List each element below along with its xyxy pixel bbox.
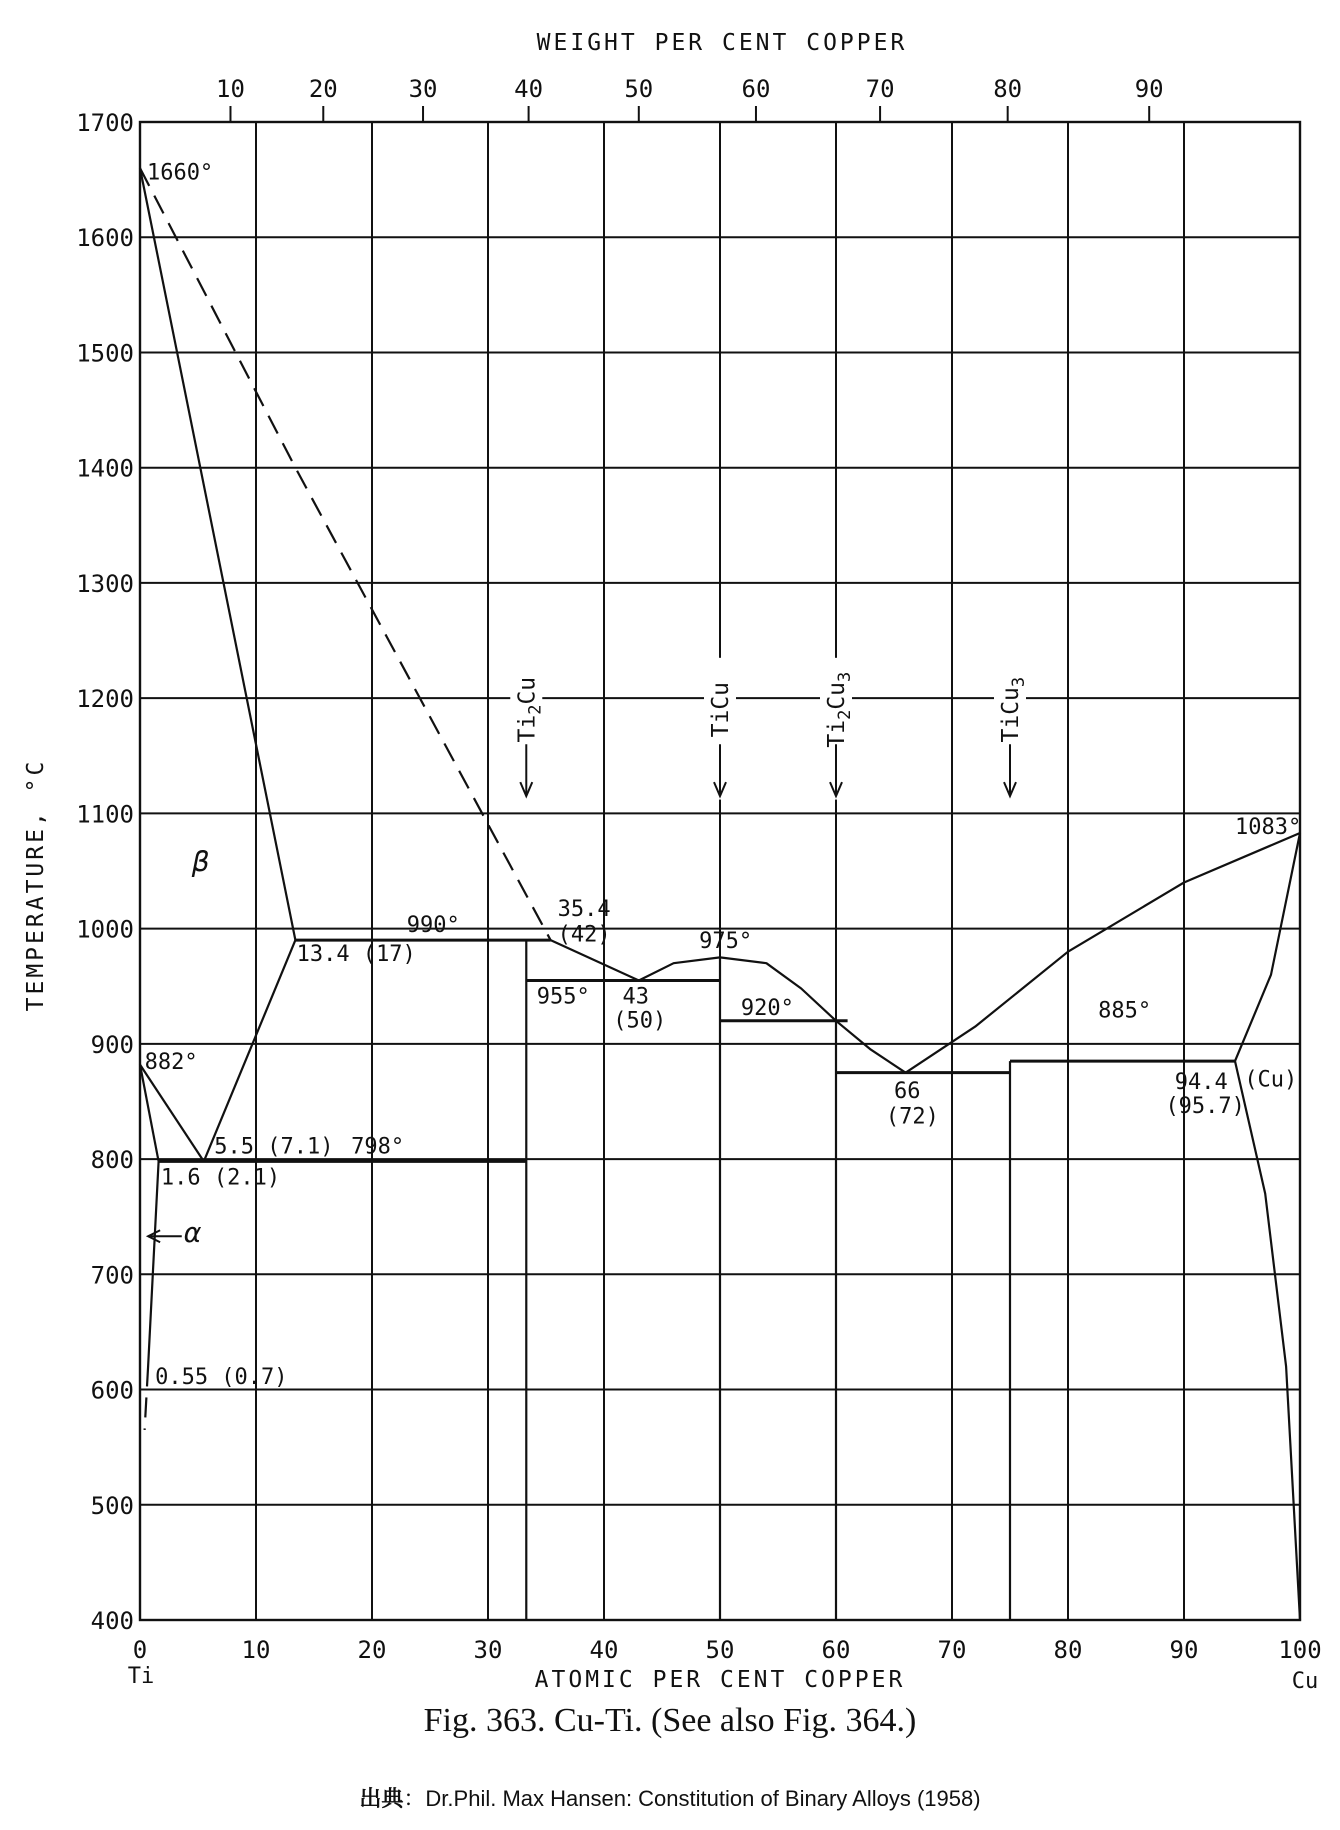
annotation: 1083°: [1235, 815, 1302, 841]
x-tick-label: 50: [705, 1636, 735, 1664]
y-tick-label: 1000: [76, 915, 134, 944]
annotation: α: [184, 1216, 201, 1250]
y-tick-label: 1400: [76, 454, 134, 483]
annotation: (95.7): [1165, 1093, 1245, 1119]
annotation: 990°: [406, 913, 460, 939]
dashed-phase-boundary: [145, 1367, 149, 1430]
annotation: 1660°: [146, 160, 214, 186]
x2-tick-label: 50: [624, 75, 654, 103]
phase-label: [708, 682, 734, 737]
annotation: 43: [622, 984, 650, 1010]
x2-tick-label: 40: [514, 75, 544, 103]
x-tick-label: 20: [357, 1636, 387, 1664]
y-tick-label: 700: [90, 1261, 134, 1290]
x-tick-label: 100: [1278, 1636, 1322, 1664]
x2-tick-label: 10: [216, 75, 245, 103]
phase-label-text: TiCu: [708, 681, 734, 738]
annotation: 1.6 (2.1): [160, 1165, 281, 1191]
y-tick-label: 900: [90, 1030, 134, 1059]
annotation: (Cu): [1244, 1067, 1298, 1093]
x2-tick-label: 20: [308, 75, 338, 103]
phase-boundary: [140, 168, 295, 940]
x-tick-label: 30: [473, 1636, 503, 1664]
dashed-phase-boundary: [140, 168, 551, 940]
source-text: ：Dr.Phil. Max Hansen: Constitution of Binary Alloys (1958): [403, 1786, 981, 1811]
y-tick-label: 1600: [76, 224, 134, 253]
phase-label-text: Cu: [824, 681, 850, 710]
annotation: (72): [885, 1104, 939, 1130]
x2-tick-label: 30: [408, 75, 438, 103]
phase-marker: [510, 658, 545, 800]
y-tick-label: 600: [90, 1376, 134, 1405]
phase-label-subscript: 2: [835, 709, 855, 720]
x-tick-label: 70: [937, 1636, 967, 1664]
phase-boundary: [1235, 1061, 1300, 1620]
phase-label-text: Ti: [824, 719, 850, 748]
y-axis-label: TEMPERATURE, °C: [23, 758, 49, 1012]
x-axis-label: ATOMIC PER CENT COPPER: [534, 1667, 906, 1693]
x-tick-label: 10: [241, 1636, 271, 1664]
source-prefix: 出典: [359, 1786, 404, 1811]
phase-boundary: [148, 1161, 159, 1366]
annotation: 35.4: [557, 896, 611, 922]
y-tick-label: 1200: [76, 685, 134, 714]
x-axis-left-end-label: Ti: [127, 1664, 155, 1689]
x-tick-label: 80: [1053, 1636, 1083, 1664]
phase-boundary: [1235, 833, 1300, 1061]
ticks: [76, 75, 1321, 1664]
annotation: 955°: [536, 984, 590, 1010]
phase-label-subscript: 2: [525, 704, 546, 715]
annotation: 5.5 (7.1): [214, 1134, 334, 1160]
annotation: 920°: [740, 996, 794, 1022]
y-tick-label: 1500: [76, 339, 134, 368]
annotation: (50): [613, 1008, 667, 1034]
x2-tick-label: 70: [865, 75, 895, 103]
x2-tick-label: 60: [741, 75, 771, 103]
phase-boundary: [906, 833, 1300, 1073]
phase-marker: [994, 658, 1029, 800]
phase-label-subscript: 3: [835, 671, 855, 682]
source-credit: [0, 1782, 1340, 1813]
annotation: 66: [894, 1079, 921, 1105]
phase-boundary: [204, 940, 296, 1161]
y-tick-label: 1300: [76, 569, 134, 598]
x-tick-label: 90: [1169, 1636, 1199, 1664]
x-tick-label: 0: [132, 1636, 148, 1664]
x2-axis-label: WEIGHT PER CENT COPPER: [536, 30, 908, 56]
phase-marker: [820, 658, 855, 800]
phase-label-text: Ti: [514, 714, 541, 743]
y-tick-label: 400: [90, 1607, 134, 1635]
annotation: 975°: [699, 929, 753, 955]
phase-label-text: TiCu: [998, 687, 1024, 743]
x-tick-label: 60: [821, 1636, 851, 1664]
annotation: (42): [557, 922, 611, 948]
x2-tick-label: 80: [993, 75, 1023, 103]
y-tick-label: 1700: [76, 109, 134, 137]
phase-label-subscript: 3: [1009, 676, 1029, 688]
x-axis-right-end-label: Cu: [1291, 1669, 1319, 1694]
annotation: 13.4 (17): [296, 941, 416, 967]
y-tick-label: 500: [90, 1491, 134, 1520]
y-tick-label: 800: [90, 1146, 134, 1175]
annotation: 798°: [351, 1134, 405, 1160]
figure-caption: Fig. 363. Cu-Ti. (See also Fig. 364.): [423, 1702, 917, 1739]
annotation: 885°: [1098, 998, 1152, 1024]
phase-label-text: Cu: [514, 676, 541, 705]
annotation: β: [192, 845, 210, 878]
phase-marker: [704, 658, 736, 800]
annotation: 94.4: [1174, 1069, 1228, 1095]
annotation: 0.55 (0.7): [155, 1364, 288, 1390]
x2-tick-label: 90: [1134, 75, 1164, 103]
y-tick-label: 1100: [76, 800, 134, 829]
annotation: 882°: [144, 1050, 198, 1076]
x-tick-label: 40: [589, 1636, 619, 1664]
